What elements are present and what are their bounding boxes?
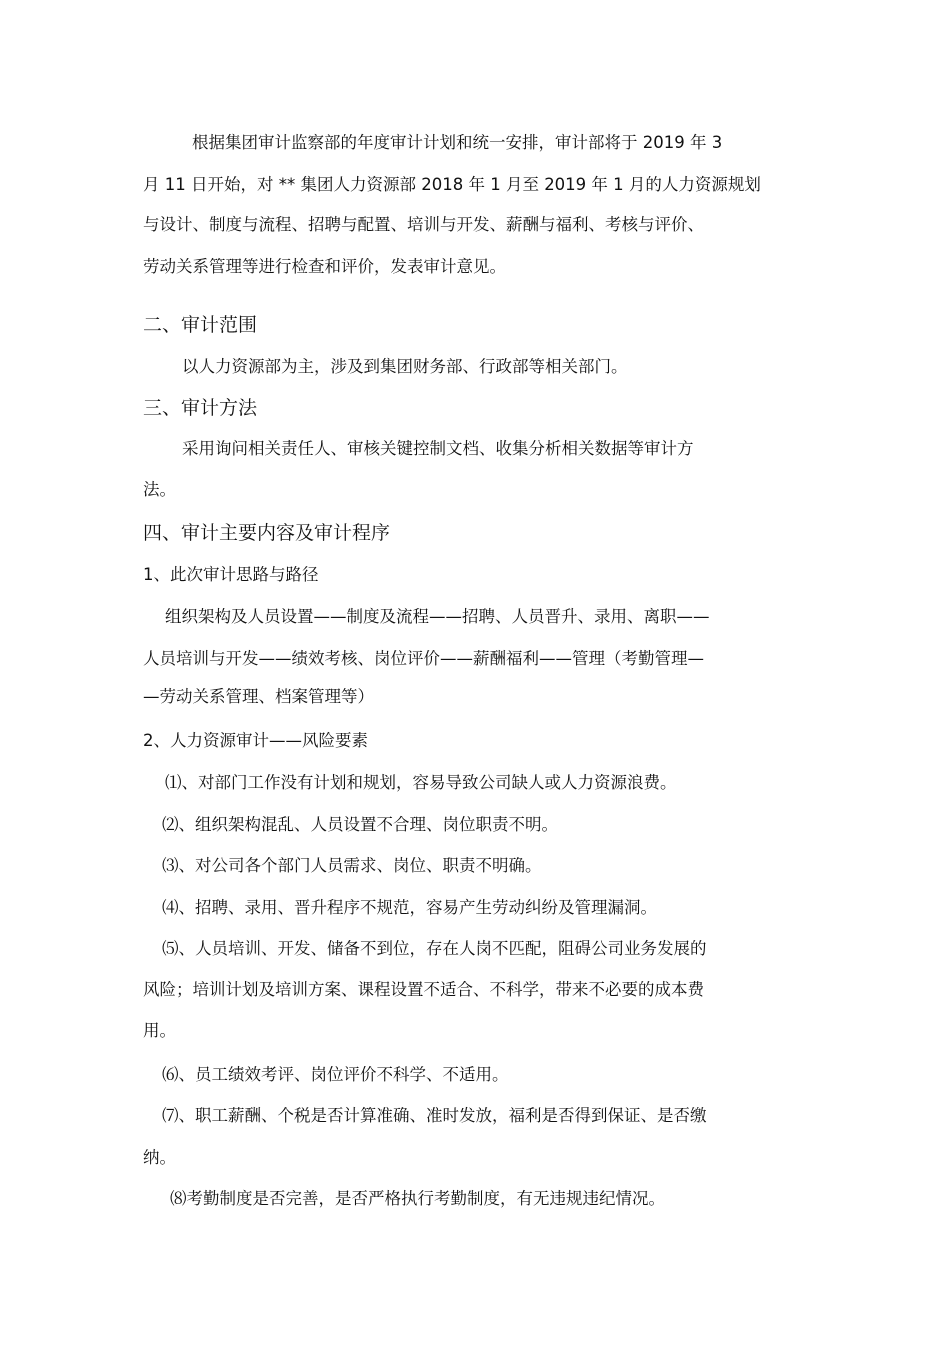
risk-item-8: ⑻考勤制度是否完善，是否严格执行考勤制度，有无违规违纪情况。 bbox=[170, 1189, 665, 1208]
path-line-3: —劳动关系管理、档案管理等） bbox=[143, 687, 374, 706]
content-heading: 四、审计主要内容及审计程序 bbox=[143, 522, 391, 544]
risk-item-6: ⑹、员工绩效考评、岗位评价不科学、不适用。 bbox=[162, 1065, 509, 1084]
intro-line-4: 劳动关系管理等进行检查和评价，发表审计意见。 bbox=[143, 257, 506, 276]
risk-item-7-line-2: 纳。 bbox=[143, 1148, 176, 1167]
scope-text: 以人力资源部为主，涉及到集团财务部、行政部等相关部门。 bbox=[182, 357, 628, 376]
risk-item-3: ⑶、对公司各个部门人员需求、岗位、职责不明确。 bbox=[162, 856, 542, 875]
risk-item-1: ⑴、对部门工作没有计划和规划，容易导致公司缺人或人力资源浪费。 bbox=[165, 773, 677, 792]
scope-heading: 二、审计范围 bbox=[143, 314, 258, 336]
method-heading: 三、审计方法 bbox=[143, 397, 258, 419]
path-line-2: 人员培训与开发——绩效考核、岗位评价——薪酬福利——管理（考勤管理— bbox=[143, 649, 704, 668]
method-text-line-2: 法。 bbox=[143, 480, 176, 499]
subsection-1-title: 1、此次审计思路与路径 bbox=[143, 565, 319, 584]
risk-item-5-line-2: 风险；培训计划及培训方案、课程设置不适合、不科学，带来不必要的成本费 bbox=[143, 980, 704, 999]
risk-item-5-line-3: 用。 bbox=[143, 1021, 176, 1040]
method-text-line-1: 采用询问相关责任人、审核关键控制文档、收集分析相关数据等审计方 bbox=[182, 439, 694, 458]
risk-item-5-line-1: ⑸、人员培训、开发、储备不到位，存在人岗不匹配，阻碍公司业务发展的 bbox=[162, 939, 707, 958]
risk-item-7-line-1: ⑺、职工薪酬、个税是否计算准确、准时发放，福利是否得到保证、是否缴 bbox=[162, 1106, 707, 1125]
risk-item-2: ⑵、组织架构混乱、人员设置不合理、岗位职责不明。 bbox=[162, 815, 558, 834]
intro-line-2: 月 11 日开始，对 ** 集团人力资源部 2018 年 1 月至 2019 年 1 月的人力资源规划 bbox=[143, 175, 761, 194]
intro-line-1: 根据集团审计监察部的年度审计计划和统一安排，审计部将于 2019 年 3 bbox=[192, 133, 723, 152]
path-line-1: 组织架构及人员设置——制度及流程——招聘、人员晋升、录用、离职—— bbox=[165, 607, 710, 626]
intro-line-3: 与设计、制度与流程、招聘与配置、培训与开发、薪酬与福利、考核与评价、 bbox=[143, 215, 704, 234]
risk-item-4: ⑷、招聘、录用、晋升程序不规范，容易产生劳动纠纷及管理漏洞。 bbox=[162, 898, 657, 917]
subsection-2-title: 2、人力资源审计——风险要素 bbox=[143, 731, 368, 750]
